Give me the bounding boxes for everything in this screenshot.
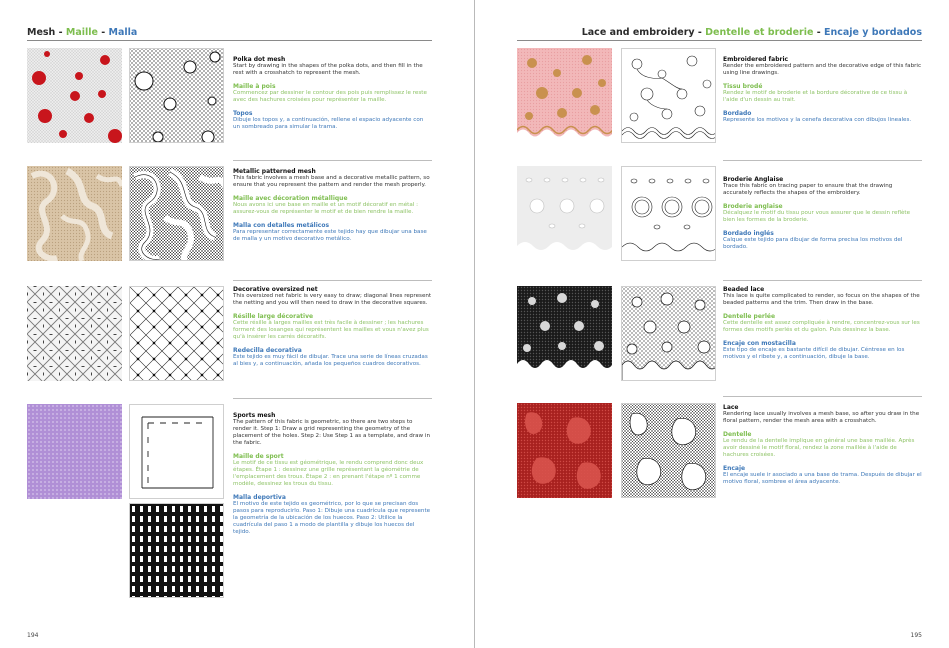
- polka-dot-mesh-photo: [27, 48, 122, 143]
- entry-body-es: El motivo de este tejido es geométrico, por lo que se precisan dos pasos para reproducirlo. Paso 1: Dibuje una cuadrícula que represente la geometría de la ubicación de los huecos. Paso 2: Utilice la cuadrícula del paso 1 a modo de plantilla y dibuje los huecos del tejido.: [233, 501, 431, 535]
- sports-mesh-text: [233, 412, 432, 536]
- right-page: [475, 0, 949, 648]
- entry-divider: [233, 280, 432, 281]
- embroidered-fabric-photo: [517, 48, 612, 143]
- broderie-anglaise-photo: [517, 166, 612, 261]
- lace-text: [723, 404, 922, 486]
- entry-title-es: Encaje con mostacilla: [723, 340, 796, 347]
- metallic-mesh-drawing: [129, 166, 224, 261]
- entry-title: Lace: [723, 404, 739, 411]
- polka-dot-mesh-text: [233, 56, 432, 131]
- entry-body-es: Dibuje los topos y, a continuación, rellene el espacio adyacente con un sombreado para simular la trama.: [233, 117, 424, 130]
- entry-title-fr: Dentelle perlée: [723, 313, 776, 320]
- entry-body-fr: Nous avons ici une base en maille et un motif décoratif en métal : assurez-vous de représenter le motif et de bien rendre la maille.: [233, 202, 419, 215]
- entry-body-en: The pattern of this fabric is geometric, so there are two steps to render it. Step 1: Draw a grid representing the geometry of the placement of the holes. Step 2: Use Step 1 as a template, and draw in the fabric.: [233, 419, 430, 446]
- header-rule: [27, 40, 432, 41]
- entry-body-es: Calque este tejido para dibujar de forma precisa los motivos del bordado.: [723, 237, 903, 250]
- entry-body-en: This lace is quite complicated to render, so focus on the shapes of the beaded patterns and the trim. Then draw in the base.: [723, 293, 920, 306]
- entry-title: Decorative oversized net: [233, 286, 318, 293]
- header-fr: Maille: [65, 27, 98, 38]
- entry-divider: [233, 160, 432, 161]
- entry-body-es: El encaje suele ir asociado a una base de trama. Después de dibujar el motivo floral, sombree el área adyacente.: [723, 472, 922, 485]
- entry-body-fr: Le motif de ce tissu est géométrique, le rendu comprend donc deux étapes. Étape 1 : dessinez une grille représentant la géométrie de l'emplacement des trous. Étape 2 : en prenant l'étape nº 1 comme modèle, dessinez les trous du tissu.: [233, 460, 424, 487]
- entry-title-fr: Broderie anglaise: [723, 203, 783, 210]
- entry-body-es: Represente los motivos y la cenefa decorativa con dibujos lineales.: [723, 117, 912, 123]
- oversized-net-text: [233, 286, 432, 368]
- lace-drawing: [621, 403, 716, 498]
- entry-title-es: Bordado: [723, 110, 752, 117]
- entry-title: Sports mesh: [233, 412, 276, 419]
- entry-title-es: Encaje: [723, 465, 746, 472]
- entry-body-en: Rendering lace usually involves a mesh base, so after you draw in the floral pattern, render the mesh area with a crosshatch.: [723, 411, 920, 424]
- sports-mesh-grid-drawing: [129, 404, 224, 499]
- entry-body-en: This fabric involves a mesh base and a decorative metallic pattern, so ensure that you represent the pattern and render the mesh properly.: [233, 175, 430, 188]
- right-page-header: Lace and embroidery - Dentelle et broderie - Encaje y bordados: [581, 27, 922, 38]
- beaded-lace-photo: [517, 286, 612, 381]
- oversized-net-drawing: [129, 286, 224, 381]
- entry-title-fr: Maille à pois: [233, 83, 276, 90]
- entry-title-es: Topos: [233, 110, 253, 117]
- embroidered-fabric-drawing: [621, 48, 716, 143]
- entry-title: Broderie Anglaise: [723, 176, 784, 183]
- entry-divider: [233, 398, 432, 399]
- entry-body-fr: Commencez par dessiner le contour des pois puis remplissez le reste avec des hachures croisées pour représenter la maille.: [233, 90, 427, 103]
- header-es: Malla: [108, 27, 138, 38]
- entry-title-fr: Dentelle: [723, 431, 752, 438]
- entry-title-fr: Maille avec décoration métallique: [233, 195, 348, 202]
- entry-body-fr: Rendez le motif de broderie et la bordure décorative de ce tissu à l'aide d'un dessin au trait.: [723, 90, 908, 103]
- polka-dot-mesh-drawing: [129, 48, 224, 143]
- entry-title-fr: Tissu brodé: [723, 83, 763, 90]
- header-es: Encaje y bordados: [823, 27, 922, 38]
- entry-title: Embroidered fabric: [723, 56, 789, 63]
- broderie-anglaise-text: [723, 176, 922, 251]
- sports-mesh-photo: [27, 404, 122, 499]
- oversized-net-photo: [27, 286, 122, 381]
- metallic-mesh-photo: [27, 166, 122, 261]
- beaded-lace-drawing: [621, 286, 716, 381]
- entry-body-fr: Cette résille à larges mailles est très facile à dessiner ; les hachures forment des losanges qui représentent les mailles et vous n'avez plus qu'à insérer les carrés décoratifs.: [233, 320, 429, 340]
- entry-body-en: Trace this fabric on tracing paper to ensure that the drawing accurately reflects the shapes of the embroidery.: [723, 183, 893, 196]
- left-page-header: Mesh - Maille - Malla: [27, 27, 138, 38]
- entry-body-es: Este tejido es muy fácil de dibujar. Trace una serie de líneas cruzadas al bies y, a continuación, añada los pequeños cuadros decorativos.: [233, 354, 428, 367]
- entry-title-es: Malla deportiva: [233, 494, 286, 501]
- entry-body-fr: Cette dentelle est assez compliquée à rendre, concentrez-vous sur les formes des motifs perlés et du galon. Puis dessinez la base.: [723, 320, 920, 333]
- header-rule: [517, 40, 922, 41]
- metallic-mesh-text: [233, 168, 432, 243]
- entry-title: Metallic patterned mesh: [233, 168, 316, 175]
- beaded-lace-text: [723, 286, 922, 361]
- left-page: [0, 0, 474, 648]
- header-en: Mesh: [27, 27, 56, 38]
- entry-body-es: Este tipo de encaje es bastante difícil de dibujar. Céntrese en los motivos y el ribete y, a continuación, dibuje la base.: [723, 347, 905, 360]
- entry-body-en: Start by drawing in the shapes of the polka dots, and then fill in the rest with a crosshatch to represent the mesh.: [233, 63, 423, 76]
- page-number: 194: [27, 632, 39, 639]
- header-en: Lace and embroidery: [581, 27, 695, 38]
- entry-body-en: Render the embroidered pattern and the decorative edge of this fabric using line drawings.: [723, 63, 922, 76]
- entry-divider: [723, 396, 922, 397]
- entry-divider: [723, 160, 922, 161]
- page-number: 195: [910, 632, 922, 639]
- entry-body-fr: Décalquez le motif du tissu pour vous assurer que le dessin reflète bien les formes de la broderie.: [723, 210, 911, 223]
- entry-body-en: This oversized net fabric is very easy to draw; diagonal lines represent the netting and you will then need to draw in the decorative squares.: [233, 293, 432, 306]
- entry-title-fr: Résille large décorative: [233, 313, 314, 320]
- entry-body-es: Para representar correctamente este tejido hay que dibujar una base de malla y un motivo decorativo metálico.: [233, 229, 427, 242]
- entry-body-fr: Le rendu de la dentelle implique en général une base maillée. Après avoir dessiné le motif floral, rendez la zone maillée à l'aide de hachures croisées.: [723, 438, 915, 458]
- embroidered-fabric-text: [723, 56, 922, 124]
- lace-photo: [517, 403, 612, 498]
- sports-mesh-drawing: [129, 503, 224, 598]
- entry-title-es: Bordado inglés: [723, 230, 774, 237]
- entry-title-es: Redecilla decorativa: [233, 347, 302, 354]
- broderie-anglaise-drawing: [621, 166, 716, 261]
- entry-divider: [723, 280, 922, 281]
- entry-title: Polka dot mesh: [233, 56, 286, 63]
- entry-title: Beaded lace: [723, 286, 765, 293]
- header-fr: Dentelle et broderie: [705, 27, 814, 38]
- entry-title-fr: Maille de sport: [233, 453, 284, 460]
- entry-title-es: Malla con detalles metálicos: [233, 222, 330, 229]
